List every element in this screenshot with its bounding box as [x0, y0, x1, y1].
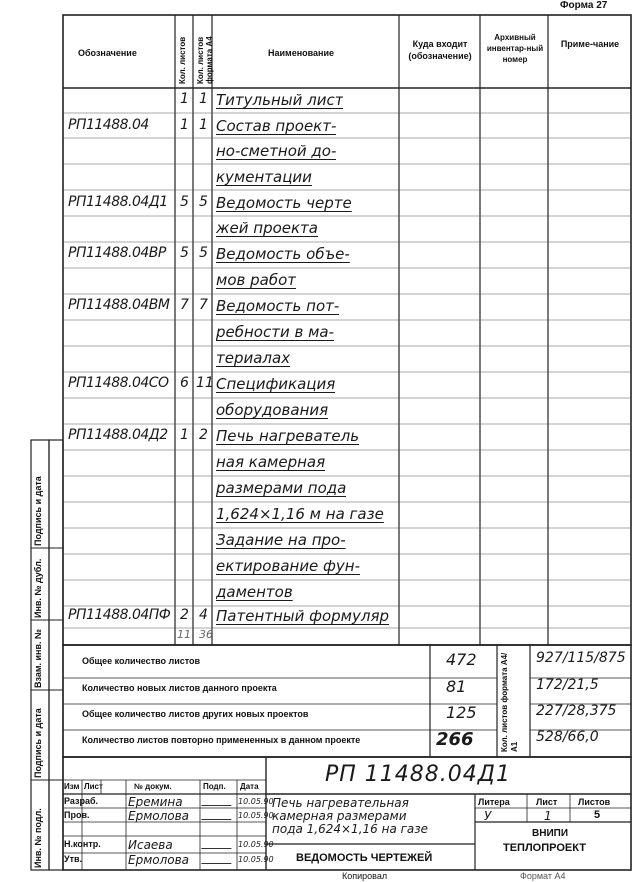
col-date: Дата: [240, 782, 259, 791]
signer-role: Утв.: [64, 854, 83, 864]
signer-name: Исаева: [128, 838, 173, 852]
row-sheets: 1: [180, 427, 189, 443]
col-doc: № докум.: [134, 782, 172, 791]
signer-name: Еремина: [128, 795, 183, 809]
row-name-line: ребности в ма-: [216, 323, 335, 341]
row-designation: РП11488.04ВР: [68, 245, 166, 261]
signer-date: 10.05.90: [238, 811, 274, 820]
row-sheets: 1: [180, 91, 189, 107]
row-sheets: 5: [180, 245, 189, 261]
signer-date: 10.05.90: [238, 840, 274, 849]
row-name-line: Ведомость объе-: [216, 245, 350, 263]
row-name-line: Титульный лист: [216, 91, 344, 109]
subtotal-a4: 36: [199, 628, 213, 641]
row-name-line: оборудования: [216, 401, 329, 419]
summary-label: Количество новых листов данного проекта: [82, 683, 277, 693]
stamp-signature-date-2: Подпись и дата: [33, 708, 43, 778]
row-designation: РП11488.04Д1: [68, 194, 168, 210]
header-sheets-count: Кол. листов: [178, 36, 187, 84]
row-name-line: Ведомость пот-: [216, 297, 340, 315]
row-designation: РП11488.04ВМ: [68, 297, 170, 313]
row-name-line: Патентный формуляр: [216, 607, 389, 625]
description-line-2: камерная размерами: [272, 809, 407, 823]
row-name-line: даментов: [216, 583, 293, 601]
header-designation: Обозначение: [78, 48, 137, 58]
signer-role: Н.контр.: [64, 839, 101, 849]
signer-date: 10.05.90: [238, 855, 274, 864]
row-name-line: Ведомость черте: [216, 194, 352, 212]
summary-count: 472: [446, 650, 477, 669]
listov-label: Листов: [578, 797, 611, 807]
summary-count: 266: [436, 729, 474, 750]
row-a4: 7: [199, 297, 208, 313]
col-sign: Подп.: [203, 782, 226, 791]
doc-code: РП 11488.04Д1: [325, 762, 511, 787]
row-name-line: ная камерная: [216, 453, 326, 471]
description-line-3: пода 1,624×1,16 на газе: [272, 822, 429, 836]
signer-name: Ермолова: [128, 809, 190, 823]
row-designation: РП11488.04Д2: [68, 427, 168, 443]
row-sheets: 5: [180, 194, 189, 210]
subtotal-sheets: 11: [177, 628, 191, 641]
row-name-line: размерами пода: [216, 479, 347, 497]
summary-label: Количество листов повторно примененных в данном проекте: [82, 735, 361, 745]
org-line-1: ВНИПИ: [532, 828, 569, 839]
row-sheets: 1: [180, 117, 189, 133]
footer-format: Формат А4: [520, 871, 566, 881]
header-where-included: Куда входит (обозначение): [408, 39, 472, 61]
row-sheets: 7: [180, 297, 189, 313]
litera-label: Литера: [478, 797, 510, 807]
stamp-inv-dubl: Инв. № дубл.: [33, 558, 43, 618]
row-sheets: 2: [180, 607, 189, 623]
row-sheets: 6: [180, 375, 189, 391]
signer-date: 10.05.90: [238, 797, 274, 806]
sheet-title: ВЕДОМОСТЬ ЧЕРТЕЖЕЙ: [296, 852, 433, 864]
summary-count: 125: [446, 703, 477, 722]
signature-mark: [201, 856, 235, 864]
listov-value: 5: [594, 809, 601, 821]
header-archive-number: Архивный инвентар-ный номер: [486, 33, 544, 64]
summary-a4: 227/28,375: [536, 703, 617, 719]
header-name: Наименование: [268, 48, 335, 58]
row-a4: 2: [199, 427, 208, 443]
row-a4: 1: [199, 117, 208, 133]
row-a4: 5: [199, 194, 208, 210]
signer-name: Ермолова: [128, 853, 190, 867]
row-name-line: ектирование фун-: [216, 557, 360, 575]
summary-a4: 172/21,5: [536, 677, 599, 693]
summary-label: Общее количество листов: [82, 656, 201, 666]
litera-value: У: [484, 809, 492, 823]
footer-copied: Копировал: [342, 871, 388, 881]
row-name-line: но-сметной до-: [216, 142, 337, 160]
row-designation: РП11488.04: [68, 117, 149, 133]
summary-label: Общее количество листов других новых проектов: [82, 709, 309, 719]
signature-mark: [201, 841, 235, 849]
signature-mark: [201, 798, 235, 806]
header-note: Приме-чание: [560, 39, 620, 49]
col-izm: Изм: [64, 782, 80, 791]
signer-role: Разраб.: [64, 796, 99, 806]
row-name-line: жей проекта: [216, 219, 318, 237]
row-a4: 5: [199, 245, 208, 261]
row-name-line: Спецификация: [216, 375, 336, 393]
signer-role: Пров.: [64, 810, 90, 820]
stamp-vzam-inv: Взам. инв. №: [33, 628, 43, 688]
summary-count: 81: [446, 677, 467, 696]
row-a4: 4: [199, 607, 208, 623]
row-designation: РП11488.04ПФ: [68, 607, 171, 623]
row-name-line: кументации: [216, 168, 312, 186]
row-name-line: 1,624×1,16 м на газе: [216, 505, 384, 523]
signature-mark: [201, 812, 235, 820]
row-designation: РП11488.04СО: [68, 375, 169, 391]
summary-side-label: Кол. листов формата А4/А1: [500, 652, 519, 752]
header-sheets-a4: Кол. листов формата А4: [196, 36, 214, 84]
row-name-line: териалах: [216, 349, 291, 367]
list-value: 1: [544, 809, 552, 823]
row-a4: 1: [199, 91, 208, 107]
row-name-line: Задание на про-: [216, 531, 346, 549]
row-name-line: мов работ: [216, 271, 296, 289]
form-label: Форма 27: [560, 0, 608, 11]
stamp-signature-date: Подпись и дата: [33, 476, 43, 546]
summary-a4: 528/66,0: [536, 729, 599, 745]
row-name-line: Печь нагреватель: [216, 427, 360, 445]
description-line-1: Печь нагревательная: [272, 796, 409, 810]
row-a4: 11: [196, 375, 214, 391]
col-list: Лист: [84, 782, 103, 791]
row-name-line: Состав проект-: [216, 117, 337, 135]
summary-a4: 927/115/875: [536, 650, 626, 666]
list-label: Лист: [536, 797, 558, 807]
stamp-inv-podl: Инв. № подл.: [33, 808, 43, 868]
org-line-2: ТЕПЛОПРОЕКТ: [503, 842, 586, 854]
